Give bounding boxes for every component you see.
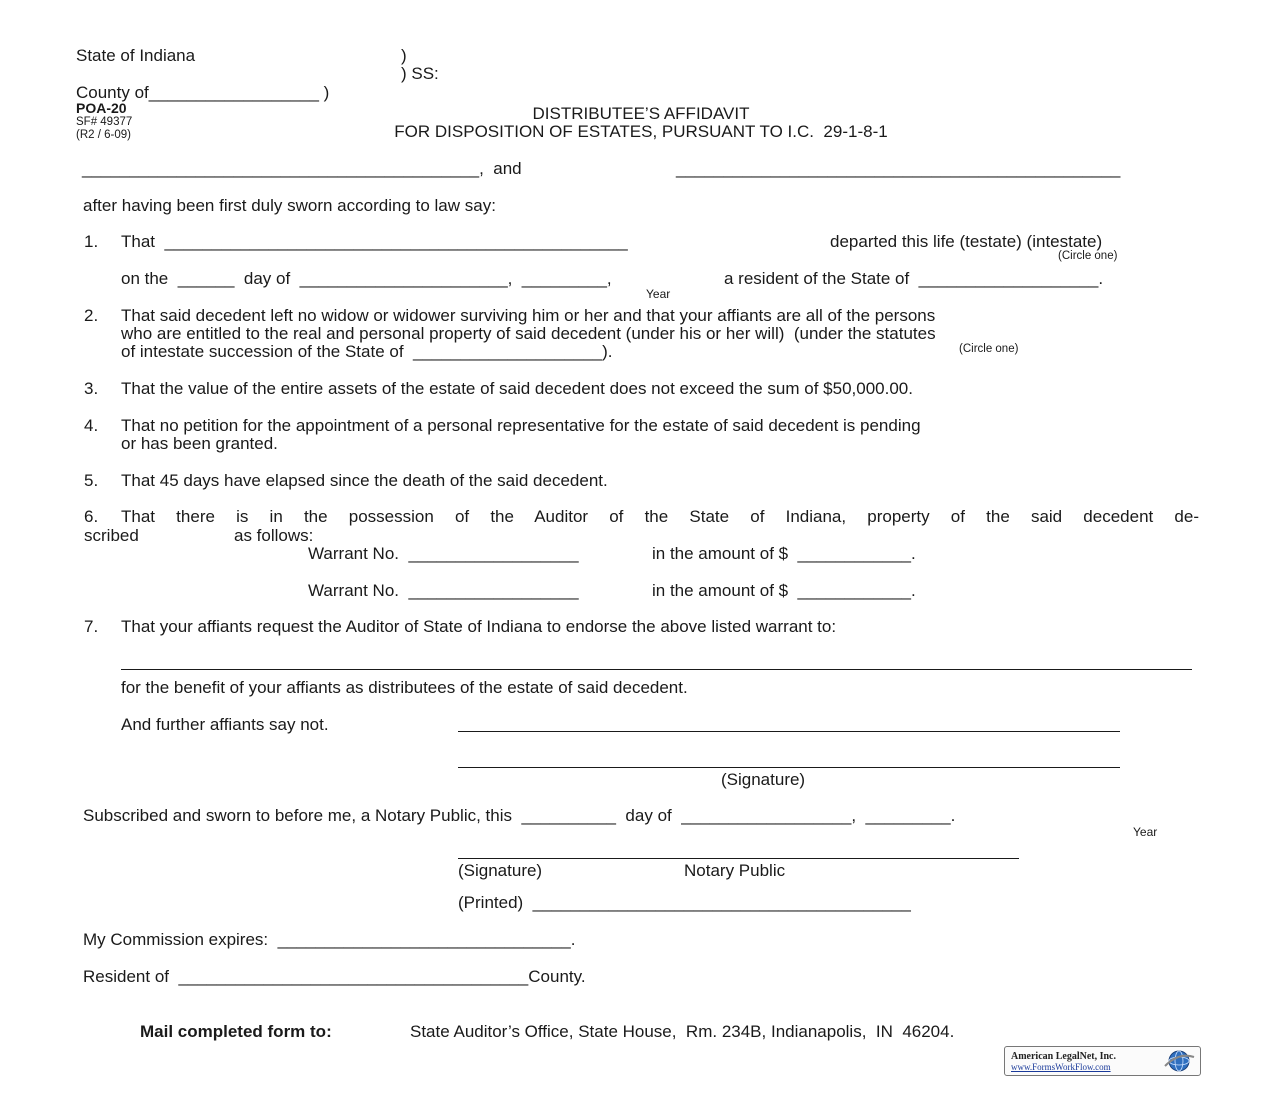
logo-company-name: American LegalNet, Inc.: [1011, 1051, 1116, 1062]
warrant-number-1[interactable]: Warrant No. __________________: [308, 544, 579, 563]
warrant-number-2[interactable]: Warrant No. __________________: [308, 581, 579, 600]
item1-decedent-line[interactable]: That _________________________________________________: [121, 232, 628, 251]
item4-number: 4.: [84, 416, 99, 435]
item1-number: 1.: [84, 232, 99, 251]
item4-line2: or has been granted.: [121, 434, 278, 453]
warrant-amount-2[interactable]: in the amount of $ ____________.: [652, 581, 916, 600]
item4-line1: That no petition for the appointment of a personal representative for the estate of said decedent is pending: [121, 416, 921, 435]
item1-year-note: Year: [646, 287, 671, 301]
item2-circle-note: (Circle one): [959, 343, 1019, 355]
item1-testate-text: departed this life (testate) (intestate): [830, 232, 1103, 251]
american-legalnet-logo[interactable]: [1004, 1046, 1201, 1076]
item3-text: That the value of the entire assets of the estate of said decedent does not exceed the sum of $50,000.00.: [121, 379, 913, 398]
item2-number: 2.: [84, 306, 99, 325]
item7-number: 7.: [84, 617, 99, 636]
notary-year-note: Year: [1133, 825, 1158, 839]
form-sf-number: SF# 49377: [76, 116, 133, 128]
affiant-name-line-left[interactable]: __________________________________________, and: [82, 159, 522, 178]
item2-line3[interactable]: of intestate succession of the State of ____________________).: [121, 342, 613, 361]
logo-url-link[interactable]: www.FormsWorkFlow.com: [1011, 1062, 1111, 1072]
form-subtitle: FOR DISPOSITION OF ESTATES, PURSUANT TO I.C. 29-1-8-1: [394, 122, 888, 141]
item2-line1: That said decedent left no widow or widower surviving him or her and that your affiants are all of the persons: [121, 306, 936, 325]
globe-icon: [1161, 1048, 1197, 1074]
item1-resident-line[interactable]: a resident of the State of ___________________.: [724, 269, 1104, 288]
item6-line2-end: as follows:: [234, 526, 314, 545]
mail-address: State Auditor’s Office, State House, Rm. 234B, Indianapolis, IN 46204.: [410, 1022, 955, 1041]
item6-line1: That there is in the possession of the Auditor of the State of Indiana, property of the said decedent de-: [121, 507, 1199, 526]
endorse-to-line[interactable]: [121, 669, 1192, 670]
intro-text: after having been first duly sworn according to law say:: [83, 196, 496, 215]
warrant-amount-1[interactable]: in the amount of $ ____________.: [652, 544, 916, 563]
affiant-signature-line-1[interactable]: [458, 731, 1120, 732]
notary-signature-label: (Signature): [458, 861, 543, 880]
affiant-signature-line-2[interactable]: [458, 767, 1120, 768]
form-revision: (R2 / 6-09): [76, 129, 131, 141]
item5-text: That 45 days have elapsed since the death of the said decedent.: [121, 471, 608, 490]
mail-label: Mail completed form to:: [140, 1022, 332, 1041]
affiant-name-line-right[interactable]: _______________________________________________: [676, 159, 1121, 178]
caption-state: State of Indiana: [76, 46, 196, 65]
caption-county: County of__________________ ): [76, 83, 330, 102]
item6-line2-start: scribed: [84, 526, 139, 545]
caption-ss: ) SS:: [401, 64, 439, 83]
item7-benefit-text: for the benefit of your affiants as distributees of the estate of said decedent.: [121, 678, 688, 697]
notary-signature-line[interactable]: [458, 858, 1019, 859]
item2-line2: who are entitled to the real and personal property of said decedent (under his or her will) (under the statutes: [121, 324, 936, 343]
commission-expires-line[interactable]: My Commission expires: _______________________________.: [83, 930, 576, 949]
item1-date-line[interactable]: on the ______ day of ______________________, _________,: [121, 269, 612, 288]
resident-county-line[interactable]: Resident of _____________________________________County.: [83, 967, 586, 986]
form-title: DISTRIBUTEE’S AFFIDAVIT: [532, 104, 750, 123]
item1-circle-note: (Circle one): [1058, 250, 1118, 262]
further-affiants-text: And further affiants say not.: [121, 715, 329, 734]
form-code: POA-20: [76, 100, 127, 116]
notary-public-label: Notary Public: [684, 861, 786, 880]
notary-printed-name-line[interactable]: (Printed) ________________________________________: [458, 893, 911, 912]
item5-number: 5.: [84, 471, 99, 490]
item3-number: 3.: [84, 379, 99, 398]
caption-paren: ): [401, 46, 407, 65]
affiant-signature-label: (Signature): [721, 770, 806, 789]
notary-subscribed-line[interactable]: Subscribed and sworn to before me, a Notary Public, this __________ day of __________________, _________.: [83, 806, 956, 825]
item6-number: 6.: [84, 507, 99, 526]
item7-text: That your affiants request the Auditor of State of Indiana to endorse the above listed warrant to:: [121, 617, 837, 636]
